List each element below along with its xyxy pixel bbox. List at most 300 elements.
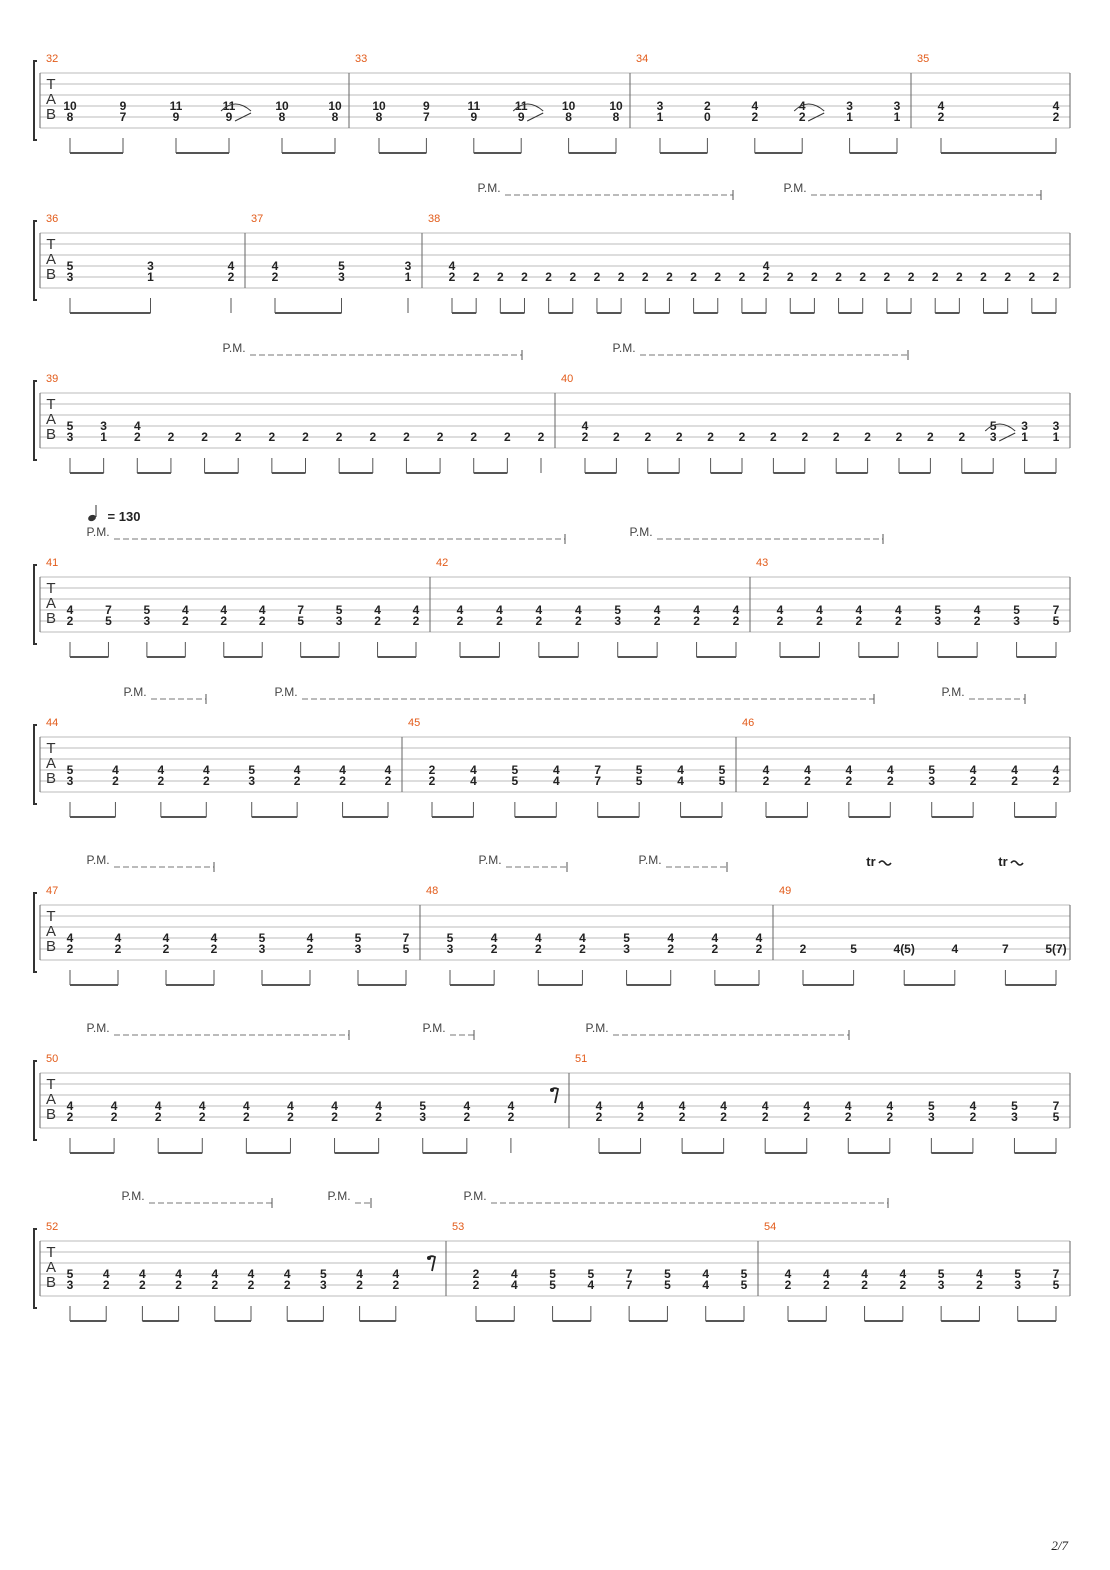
fret-number: 2 bbox=[535, 614, 543, 628]
fret-number: 5 bbox=[635, 763, 643, 777]
fret-number: 5 bbox=[740, 1278, 748, 1292]
fret-number: 8 bbox=[278, 110, 286, 124]
fret-number: 5 bbox=[402, 942, 410, 956]
fret-number: 4 bbox=[470, 774, 477, 788]
fret-number: 2 bbox=[581, 430, 589, 444]
fret-number: 2 bbox=[755, 942, 763, 956]
fret-number: 2 bbox=[157, 774, 165, 788]
fret-number: 5 bbox=[989, 419, 997, 433]
fret-number: 2 bbox=[973, 614, 981, 628]
fret-number: 2 bbox=[895, 430, 903, 444]
fret-number: 5 bbox=[928, 1099, 935, 1113]
fret-number: 4 bbox=[579, 931, 586, 945]
fret-number: 4 bbox=[653, 603, 661, 617]
system-bracket bbox=[34, 61, 37, 140]
fret-number: 7 bbox=[423, 110, 430, 124]
fret-number: 9 bbox=[470, 110, 478, 124]
fret-number: 7 bbox=[1052, 1099, 1060, 1113]
fret-number: 8 bbox=[66, 110, 74, 124]
fret-number: 4 bbox=[973, 603, 981, 617]
fret-number: 2 bbox=[798, 110, 806, 124]
fret-number: 9 bbox=[225, 110, 233, 124]
palm-mute-label: P.M. bbox=[86, 525, 110, 539]
fret-number: 5(7) bbox=[1045, 942, 1067, 956]
fret-number: 5 bbox=[664, 1267, 671, 1281]
fret-number: 2 bbox=[287, 1110, 294, 1124]
fret-number: 5 bbox=[1052, 1278, 1060, 1292]
fret-number: 2 bbox=[666, 270, 673, 284]
fret-number: 3 bbox=[1013, 614, 1020, 628]
tab-clef-letter: B bbox=[45, 610, 57, 627]
fret-number: 2 bbox=[751, 110, 759, 124]
fret-number: 5 bbox=[718, 774, 726, 788]
fret-number: 3 bbox=[66, 1278, 74, 1292]
fret-number: 2 bbox=[210, 942, 218, 956]
fret-number: 2 bbox=[110, 1110, 118, 1124]
fret-number: 5 bbox=[335, 603, 343, 617]
tab-clef-letter: A bbox=[45, 595, 57, 612]
fret-number: 2 bbox=[456, 614, 464, 628]
fret-number: 4 bbox=[976, 1267, 983, 1281]
fret-number: 2 bbox=[1011, 774, 1018, 788]
fret-number: 4 bbox=[711, 931, 719, 945]
system-bracket bbox=[34, 893, 37, 972]
fret-number: 3 bbox=[258, 942, 266, 956]
measure-number: 53 bbox=[452, 1221, 465, 1233]
palm-mute-label: P.M. bbox=[629, 525, 653, 539]
fret-number: 4 bbox=[844, 1099, 852, 1113]
fret-number: 3 bbox=[656, 99, 664, 113]
fret-number: 2 bbox=[162, 942, 170, 956]
fret-number: 7 bbox=[1052, 1267, 1060, 1281]
fret-number: 4 bbox=[534, 931, 542, 945]
fret-number: 5 bbox=[1013, 603, 1020, 617]
measure-number: 39 bbox=[46, 373, 59, 385]
fret-number: 2 bbox=[306, 942, 314, 956]
fret-number: 2 bbox=[969, 774, 977, 788]
fret-number: 2 bbox=[448, 270, 456, 284]
fret-number: 4 bbox=[198, 1099, 206, 1113]
fret-number: 4 bbox=[202, 763, 210, 777]
eighth-rest-dot bbox=[427, 1256, 431, 1260]
fret-number: 7 bbox=[297, 603, 305, 617]
fret-number: 4 bbox=[816, 603, 823, 617]
palm-mute-label: P.M. bbox=[123, 685, 147, 699]
fret-number: 5 bbox=[623, 931, 630, 945]
fret-number: 2 bbox=[784, 1278, 792, 1292]
fret-number: 2 bbox=[198, 1110, 206, 1124]
tab-clef-letter: B bbox=[45, 1274, 57, 1291]
fret-number: 2 bbox=[258, 614, 266, 628]
fret-number: 2 bbox=[133, 430, 141, 444]
fret-number: 2 bbox=[644, 430, 652, 444]
fret-number: 2 bbox=[738, 270, 746, 284]
fret-number: 4 bbox=[66, 1099, 74, 1113]
fret-number: 2 bbox=[799, 942, 807, 956]
fret-number: 2 bbox=[804, 774, 811, 788]
fret-number: 4 bbox=[374, 603, 381, 617]
fret-number: 4 bbox=[637, 1099, 644, 1113]
fret-number: 2 bbox=[202, 774, 210, 788]
fret-number: 4 bbox=[463, 1099, 471, 1113]
fret-number: 5 bbox=[511, 774, 519, 788]
fret-number: 4 bbox=[271, 259, 279, 273]
fret-number: 3 bbox=[614, 614, 622, 628]
fret-number: 2 bbox=[154, 1110, 162, 1124]
tab-clef-letter: B bbox=[45, 266, 57, 283]
tab-clef-letter: T bbox=[46, 740, 56, 757]
fret-number: 9 bbox=[517, 110, 525, 124]
fret-number: 2 bbox=[339, 774, 346, 788]
fret-number: 2 bbox=[545, 270, 552, 284]
fret-number: 4 bbox=[510, 1267, 518, 1281]
fret-number: 5 bbox=[850, 942, 857, 956]
system-bracket bbox=[34, 1061, 37, 1140]
fret-number: 4 bbox=[845, 763, 853, 777]
tab-clef-letter: T bbox=[46, 908, 56, 925]
fret-number: 5 bbox=[937, 1267, 945, 1281]
page-number: 2/7 bbox=[1051, 1538, 1068, 1553]
fret-number: 9 bbox=[172, 110, 180, 124]
fret-number: 9 bbox=[119, 99, 127, 113]
fret-number: 2 bbox=[356, 1278, 363, 1292]
fret-number: 2 bbox=[637, 1110, 644, 1124]
fret-number: 2 bbox=[167, 430, 175, 444]
fret-number: 0 bbox=[704, 110, 711, 124]
palm-mute-label: P.M. bbox=[86, 1021, 110, 1035]
fret-number: 3 bbox=[143, 614, 151, 628]
fret-number: 2 bbox=[220, 614, 228, 628]
measure-number: 41 bbox=[46, 557, 59, 569]
fret-number: 2 bbox=[667, 942, 675, 956]
fret-number: 3 bbox=[419, 1110, 427, 1124]
fret-number: 2 bbox=[470, 430, 478, 444]
measure-number: 49 bbox=[779, 885, 792, 897]
fret-number: 4 bbox=[894, 603, 902, 617]
fret-number: 5 bbox=[549, 1267, 556, 1281]
fret-number: 8 bbox=[612, 110, 620, 124]
fret-number: 4 bbox=[470, 763, 477, 777]
fret-number: 2 bbox=[271, 270, 279, 284]
fret-number: 2 bbox=[832, 430, 840, 444]
tab-clef-letter: A bbox=[45, 411, 57, 428]
fret-number: 2 bbox=[569, 270, 577, 284]
fret-number: 3 bbox=[404, 259, 412, 273]
tab-clef-letter: T bbox=[46, 396, 56, 413]
fret-number: 4 bbox=[755, 931, 763, 945]
fret-number: 4 bbox=[211, 1267, 219, 1281]
fret-number: 2 bbox=[1052, 270, 1060, 284]
tab-clef-letter: B bbox=[45, 426, 57, 443]
fret-number: 2 bbox=[693, 614, 700, 628]
measure-number: 42 bbox=[436, 557, 449, 569]
fret-number: 1 bbox=[846, 110, 853, 124]
fret-number: 4 bbox=[822, 1267, 830, 1281]
fret-number: 3 bbox=[893, 99, 901, 113]
fret-number: 4 bbox=[784, 1267, 792, 1281]
fret-number: 4 bbox=[581, 419, 589, 433]
fret-number: 2 bbox=[956, 270, 963, 284]
fret-number: 5 bbox=[928, 763, 936, 777]
tab-clef-letter: B bbox=[45, 106, 57, 123]
fret-number: 2 bbox=[181, 614, 189, 628]
fret-number: 2 bbox=[384, 774, 392, 788]
fret-number: 2 bbox=[243, 1110, 250, 1124]
palm-mute-label: P.M. bbox=[86, 853, 110, 867]
fret-number: 2 bbox=[886, 774, 894, 788]
fret-number: 4 bbox=[375, 1099, 382, 1113]
fret-number: 7 bbox=[594, 774, 602, 788]
palm-mute-label: P.M. bbox=[783, 181, 807, 195]
fret-number: 3 bbox=[928, 1110, 935, 1124]
fret-number: 2 bbox=[732, 614, 740, 628]
fret-number: 2 bbox=[463, 1110, 471, 1124]
fret-number: 5 bbox=[143, 603, 151, 617]
fret-number: 2 bbox=[403, 430, 410, 444]
fret-number: 8 bbox=[375, 110, 383, 124]
fret-number: 2 bbox=[114, 942, 122, 956]
fret-number: 2 bbox=[227, 270, 235, 284]
fret-number: 2 bbox=[864, 430, 871, 444]
tab-clef-letter: T bbox=[46, 76, 56, 93]
fret-number: 4 bbox=[899, 1267, 907, 1281]
fret-number: 4 bbox=[220, 603, 228, 617]
palm-mute-label: P.M. bbox=[274, 685, 298, 699]
fret-number: 2 bbox=[822, 1278, 830, 1292]
fret-number: 4 bbox=[969, 763, 977, 777]
measure-number: 33 bbox=[355, 53, 368, 65]
fret-number: 4 bbox=[114, 931, 122, 945]
quarter-note-icon bbox=[87, 514, 97, 522]
fret-number: 4 bbox=[693, 603, 700, 617]
palm-mute-label: P.M. bbox=[477, 181, 501, 195]
fret-number: 2 bbox=[66, 614, 74, 628]
fret-number: 2 bbox=[496, 270, 504, 284]
fret-number: 4 bbox=[702, 1278, 710, 1292]
system-bracket bbox=[34, 1229, 37, 1308]
fret-number: 4 bbox=[112, 763, 119, 777]
palm-mute-label: P.M. bbox=[638, 853, 662, 867]
measure-number: 54 bbox=[764, 1221, 777, 1233]
palm-mute-label: P.M. bbox=[463, 1189, 487, 1203]
fret-number: 1 bbox=[404, 270, 412, 284]
tab-clef-letter: T bbox=[46, 1244, 56, 1261]
fret-number: 5 bbox=[664, 1278, 671, 1292]
fret-number: 3 bbox=[147, 259, 154, 273]
fret-number: 4 bbox=[490, 931, 498, 945]
fret-number: 2 bbox=[707, 430, 714, 444]
fret-number: 4 bbox=[66, 603, 74, 617]
fret-number: 5 bbox=[338, 259, 345, 273]
fret-number: 3 bbox=[338, 270, 345, 284]
fret-number: 7 bbox=[625, 1267, 633, 1281]
tab-clef-letter: A bbox=[45, 923, 57, 940]
fret-number: 4 bbox=[283, 1267, 291, 1281]
fret-number: 2 bbox=[675, 430, 683, 444]
fret-number: 2 bbox=[762, 270, 770, 284]
fret-number: 2 bbox=[762, 774, 770, 788]
fret-number: 4 bbox=[861, 1267, 868, 1281]
fret-number: 2 bbox=[883, 270, 891, 284]
measure-number: 32 bbox=[46, 53, 59, 65]
palm-mute-label: P.M. bbox=[222, 341, 246, 355]
fret-number: 3 bbox=[66, 270, 74, 284]
trill-wave-icon bbox=[1011, 861, 1023, 865]
fret-number: 4 bbox=[384, 763, 392, 777]
measure-number: 38 bbox=[428, 213, 441, 225]
fret-number: 7 bbox=[1052, 603, 1060, 617]
eighth-rest-dot bbox=[550, 1088, 554, 1092]
fret-number: 5 bbox=[66, 259, 74, 273]
fret-number: 2 bbox=[374, 614, 381, 628]
fret-number: 3 bbox=[320, 1278, 327, 1292]
measure-number: 37 bbox=[251, 213, 264, 225]
fret-number: 5 bbox=[1014, 1267, 1022, 1281]
fret-number: 2 bbox=[855, 614, 863, 628]
fret-number: 4 bbox=[287, 1099, 294, 1113]
fret-number: 5 bbox=[1011, 1099, 1018, 1113]
fret-number: 3 bbox=[1021, 419, 1028, 433]
fret-number: 4 bbox=[356, 1267, 363, 1281]
fret-number: 2 bbox=[861, 1278, 868, 1292]
fret-number: 4 bbox=[702, 1267, 710, 1281]
fret-number: 11 bbox=[467, 99, 481, 113]
fret-number: 3 bbox=[1011, 1110, 1018, 1124]
fret-number: 2 bbox=[845, 774, 853, 788]
system-bracket bbox=[34, 381, 37, 460]
fret-number: 5 bbox=[635, 774, 643, 788]
fret-number: 4 bbox=[102, 1267, 110, 1281]
fret-number: 2 bbox=[678, 1110, 686, 1124]
fret-number: 7 bbox=[1002, 942, 1009, 956]
fret-number: 2 bbox=[1028, 270, 1036, 284]
fret-number: 3 bbox=[623, 942, 630, 956]
fret-number: 5 bbox=[718, 763, 726, 777]
fret-number: 4 bbox=[243, 1099, 250, 1113]
tempo-marking: = 130 bbox=[107, 509, 141, 524]
fret-number: 4 bbox=[762, 763, 770, 777]
fret-number: 5 bbox=[105, 614, 112, 628]
fret-number: 9 bbox=[423, 99, 430, 113]
fret-number: 4 bbox=[448, 259, 456, 273]
fret-number: 3 bbox=[446, 942, 454, 956]
fret-number: 2 bbox=[472, 1267, 480, 1281]
fret-number: 4 bbox=[720, 1099, 727, 1113]
fret-number: 4 bbox=[803, 1099, 811, 1113]
system-bracket bbox=[34, 725, 37, 804]
fret-number: 4 bbox=[331, 1099, 338, 1113]
fret-number: 4 bbox=[210, 931, 218, 945]
fret-number: 4 bbox=[412, 603, 420, 617]
fret-number: 5 bbox=[511, 763, 519, 777]
fret-number: 3 bbox=[846, 99, 853, 113]
fret-number: 4 bbox=[306, 931, 314, 945]
fret-number: 4 bbox=[776, 603, 784, 617]
fret-number: 1 bbox=[1021, 430, 1028, 444]
fret-number: 1 bbox=[100, 430, 107, 444]
palm-mute-label: P.M. bbox=[941, 685, 965, 699]
fret-number: 4 bbox=[456, 603, 464, 617]
fret-number: 4 bbox=[886, 763, 894, 777]
tab-clef-letter: T bbox=[46, 580, 56, 597]
fret-number: 2 bbox=[844, 1110, 852, 1124]
fret-number: 2 bbox=[574, 614, 582, 628]
fret-number: 3 bbox=[335, 614, 343, 628]
fret-number: 2 bbox=[490, 942, 498, 956]
fret-number: 2 bbox=[641, 270, 649, 284]
fret-number: 4 bbox=[951, 942, 959, 956]
fret-number: 10 bbox=[609, 99, 623, 113]
fret-number: 4 bbox=[751, 99, 759, 113]
palm-mute-label: P.M. bbox=[422, 1021, 446, 1035]
fret-number: 10 bbox=[328, 99, 342, 113]
fret-number: 2 bbox=[428, 774, 436, 788]
fret-number: 5 bbox=[66, 1267, 74, 1281]
fret-number: 10 bbox=[372, 99, 386, 113]
fret-number: 5 bbox=[740, 1267, 748, 1281]
fret-number: 2 bbox=[720, 1110, 727, 1124]
fret-number: 5 bbox=[446, 931, 454, 945]
fret-number: 2 bbox=[496, 614, 503, 628]
fret-number: 11 bbox=[222, 99, 236, 113]
fret-number: 5 bbox=[248, 763, 256, 777]
fret-number: 4 bbox=[855, 603, 863, 617]
fret-number: 3 bbox=[248, 774, 256, 788]
fret-number: 3 bbox=[1052, 419, 1060, 433]
measure-number: 34 bbox=[636, 53, 649, 65]
fret-number: 2 bbox=[835, 270, 842, 284]
trill-label: tr bbox=[866, 854, 876, 869]
fret-number: 2 bbox=[579, 942, 586, 956]
measure-number: 36 bbox=[46, 213, 59, 225]
fret-number: 4(5) bbox=[893, 942, 915, 956]
tab-clef-letter: A bbox=[45, 1091, 57, 1108]
fret-number: 4 bbox=[761, 1099, 769, 1113]
fret-number: 2 bbox=[335, 430, 343, 444]
fret-number: 2 bbox=[112, 774, 119, 788]
fret-number: 4 bbox=[574, 603, 582, 617]
fret-number: 5 bbox=[934, 603, 942, 617]
measure-number: 46 bbox=[742, 717, 755, 729]
fret-number: 4 bbox=[507, 1099, 515, 1113]
fret-number: 4 bbox=[181, 603, 189, 617]
tab-clef-letter: T bbox=[46, 1076, 56, 1093]
tab-clef-letter: A bbox=[45, 91, 57, 108]
fret-number: 5 bbox=[297, 614, 305, 628]
fret-number: 1 bbox=[656, 110, 664, 124]
fret-number: 2 bbox=[937, 110, 945, 124]
fret-number: 4 bbox=[678, 1099, 686, 1113]
fret-number: 4 bbox=[510, 1278, 518, 1292]
fret-number: 5 bbox=[1052, 1110, 1060, 1124]
trill-wave-icon bbox=[879, 861, 891, 865]
fret-number: 3 bbox=[934, 614, 942, 628]
fret-number: 8 bbox=[331, 110, 339, 124]
tab-clef-letter: T bbox=[46, 236, 56, 253]
fret-number: 7 bbox=[119, 110, 127, 124]
fret-number: 2 bbox=[931, 270, 939, 284]
fret-number: 4 bbox=[293, 763, 301, 777]
fret-number: 2 bbox=[894, 614, 902, 628]
measure-number: 48 bbox=[426, 885, 439, 897]
fret-number: 2 bbox=[711, 942, 719, 956]
fret-number: 5 bbox=[66, 763, 74, 777]
tab-clef-letter: A bbox=[45, 251, 57, 268]
fret-number: 10 bbox=[63, 99, 77, 113]
fret-number: 1 bbox=[1052, 430, 1060, 444]
fret-number: 2 bbox=[899, 1278, 907, 1292]
fret-number: 3 bbox=[354, 942, 362, 956]
